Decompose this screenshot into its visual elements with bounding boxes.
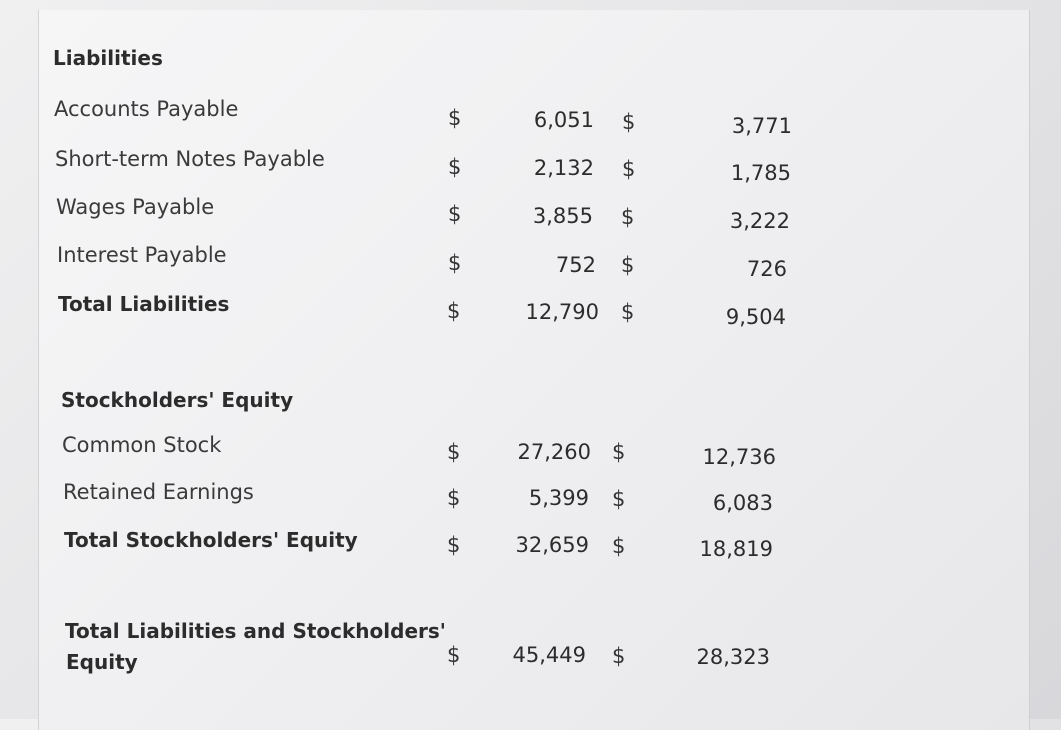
currency-symbol: $	[447, 643, 461, 667]
currency-symbol: $	[447, 440, 461, 464]
value-current-year: 12,790	[525, 300, 599, 324]
currency-symbol: $	[621, 300, 635, 324]
value-current-year: 3,855	[532, 204, 593, 228]
value-prior-year: 9,504	[725, 305, 786, 329]
value-prior-year: 12,736	[702, 445, 776, 469]
currency-symbol: $	[612, 487, 626, 511]
value-current-year: 6,051	[533, 108, 594, 132]
currency-symbol: $	[622, 110, 636, 134]
row-label-retained-earnings: Retained Earnings	[63, 480, 254, 504]
currency-symbol: $	[448, 202, 462, 226]
row-label-total-stockholders-equity: Total Stockholders' Equity	[64, 528, 358, 552]
value-current-year: 5,399	[528, 486, 589, 510]
currency-symbol: $	[612, 534, 626, 558]
value-prior-year: 18,819	[699, 537, 773, 561]
row-label-interest-payable: Interest Payable	[57, 243, 227, 267]
value-current-year: 45,449	[512, 643, 586, 667]
currency-symbol: $	[447, 533, 461, 557]
equity-heading: Stockholders' Equity	[61, 388, 294, 412]
row-label-total-liabilities-and-equity-line2: Equity	[66, 650, 138, 674]
currency-symbol: $	[447, 299, 461, 323]
value-prior-year: 3,771	[731, 114, 792, 138]
currency-symbol: $	[622, 157, 636, 181]
currency-symbol: $	[621, 205, 635, 229]
currency-symbol: $	[612, 440, 626, 464]
row-label-short-term-notes-payable: Short-term Notes Payable	[55, 147, 325, 171]
currency-symbol: $	[612, 644, 626, 668]
value-current-year: 27,260	[517, 440, 591, 464]
currency-symbol: $	[448, 106, 462, 130]
value-prior-year: 3,222	[729, 209, 790, 233]
currency-symbol: $	[447, 486, 461, 510]
currency-symbol: $	[621, 253, 635, 277]
currency-symbol: $	[448, 155, 462, 179]
row-label-wages-payable: Wages Payable	[56, 195, 215, 219]
row-label-common-stock: Common Stock	[62, 433, 222, 457]
value-prior-year: 6,083	[712, 491, 773, 515]
currency-symbol: $	[448, 251, 462, 275]
row-label-total-liabilities: Total Liabilities	[58, 292, 230, 316]
value-current-year: 2,132	[533, 156, 594, 180]
row-label-accounts-payable: Accounts Payable	[54, 97, 239, 121]
value-prior-year: 28,323	[696, 645, 770, 669]
value-prior-year: 726	[746, 257, 787, 281]
liabilities-heading: Liabilities	[53, 46, 163, 70]
value-prior-year: 1,785	[730, 161, 791, 185]
row-label-total-liabilities-and-equity: Total Liabilities and Stockholders'	[65, 619, 446, 643]
value-current-year: 32,659	[515, 533, 589, 557]
value-current-year: 752	[555, 253, 596, 277]
